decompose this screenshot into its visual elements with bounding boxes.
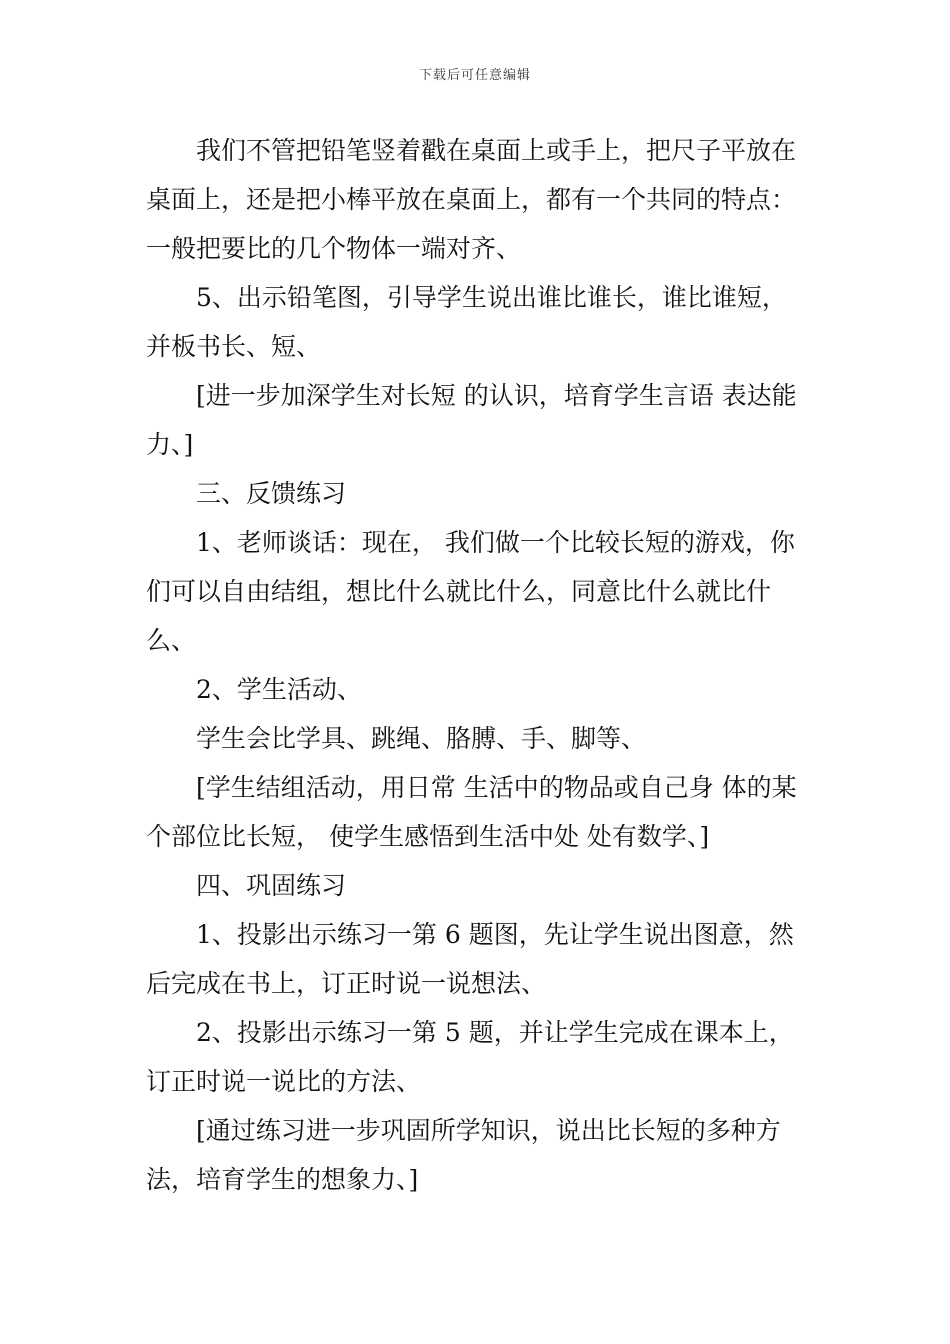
paragraph-feedback-1: 1、老师谈话：现在， 我们做一个比较长短的游戏，你们可以自由结组，想比什么就比什么，同意比什么就比什么、: [146, 528, 795, 655]
paragraph-note-deepen: [进一步加深学生对长短 的认识，培育学生言语 表达能力、]: [146, 381, 797, 459]
paragraph-consolidate-1: 1、投影出示练习一第 6 题图，先让学生说出图意，然后完成在书上，订正时说一说想法、: [146, 920, 794, 998]
paragraph-note-practice: [通过练习进一步巩固所学知识，说出比长短的多种方法，培育学生的想象力、]: [146, 1116, 781, 1194]
paragraph-consolidate-2: 2、投影出示练习一第 5 题，并让学生完成在课本上，订正时说一说比的方法、: [146, 1018, 794, 1096]
section-heading-consolidate: 四、巩固练习: [196, 871, 347, 900]
paragraph-feedback-2: 2、学生活动、: [196, 675, 362, 704]
paragraph-note-group-activity: [学生结组活动，用日常 生活中的物品或自己身 体的某个部位比长短， 使学生感悟到生活中处 处有数学、]: [146, 773, 797, 851]
paragraph-step-5: 5、出示铅笔图，引导学生说出谁比谁长，谁比谁短，并板书长、短、: [146, 283, 787, 361]
page-header: 下载后可任意编辑: [418, 68, 531, 83]
paragraph-alignment-feature: 我们不管把铅笔竖着戳在桌面上或手上，把尺子平放在桌面上，还是把小棒平放在桌面上，都有一个共同的特点：一般把要比的几个物体一端对齐、: [146, 136, 797, 263]
paragraph-student-items: 学生会比学具、跳绳、胳膊、手、脚等、: [196, 724, 647, 753]
section-heading-feedback: 三、反馈练习: [196, 479, 347, 508]
document-body: [146, 126, 810, 1204]
